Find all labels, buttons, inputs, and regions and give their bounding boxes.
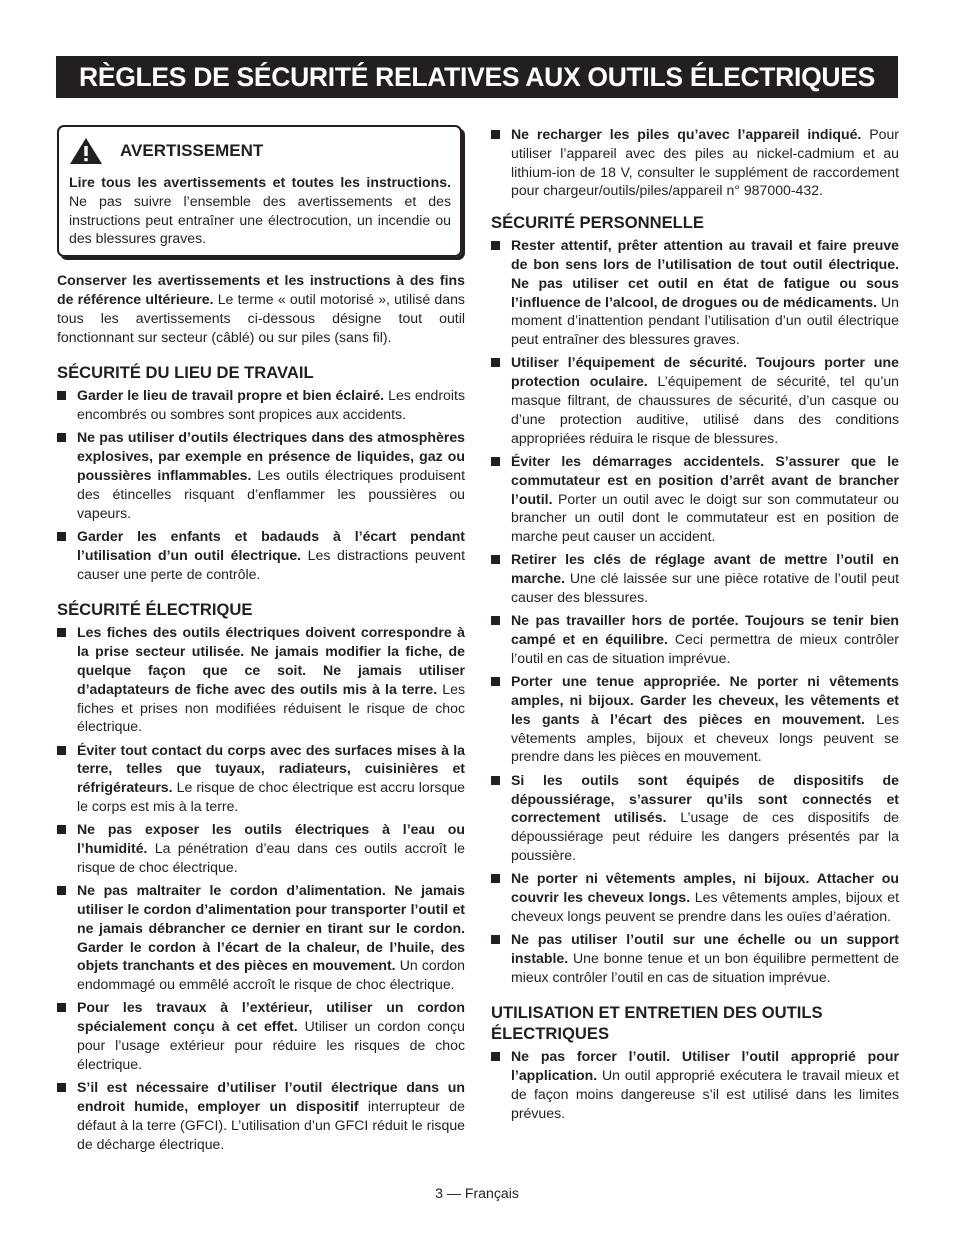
square-bullet-icon [491,776,500,785]
square-bullet-icon [491,677,500,686]
page-title: RÈGLES DE SÉCURITÉ RELATIVES AUX OUTILS ÉLECTRIQUES [56,56,898,98]
section-heading-workplace: SÉCURITÉ DU LIEU DE TRAVAIL [57,363,314,383]
list-electrical [57,623,465,1153]
list-item: Ne pas maltraiter le cordon d’alimentation. Ne jamais utiliser le cordon d’alimentation pour transporter l’outil et ne jamais débrancher ce dernier en tirant sur le cordon. Garder le cordon à l’écart de la chaleur, de l’huile, des objets tranchants et des pièces en mouvement. Un cordon endommagé ou emmêlé accroît le risque de choc électrique. [57,881,465,994]
list-battery [491,125,899,200]
warning-heading: AVERTISSEMENT [120,141,264,160]
list-item: Les fiches des outils électriques doivent correspondre à la prise secteur utilisée. Ne jamais modifier la fiche, de quelque façon que ce soit. Ne jamais utiliser d’adaptateurs de fiche avec des outils mis à la terre. Les fiches et prises non modifiées réduisent le risque de choc électrique. [57,623,465,736]
square-bullet-icon [491,1052,500,1061]
square-bullet-icon [491,874,500,883]
section-heading-use-care: UTILISATION ET ENTRETIEN DES OUTILS ÉLECTRIQUES [491,1003,823,1044]
square-bullet-icon [57,628,66,637]
section-heading-electrical: SÉCURITÉ ÉLECTRIQUE [57,600,253,620]
square-bullet-icon [57,746,66,755]
left-column [57,125,465,1158]
square-bullet-icon [57,391,66,400]
list-item: Garder le lieu de travail propre et bien éclairé. Les endroits encombrés ou sombres sont propices aux accidents. [57,386,465,424]
list-item: Ne pas forcer l’outil. Utiliser l’outil approprié pour l’application. Un outil approprié exécutera le travail mieux et de façon moins dangereuse s’il est utilisé dans les limites prévues. [491,1047,899,1122]
list-item: Garder les enfants et badauds à l’écart pendant l’utilisation d’un outil électrique. Les distractions peuvent causer une perte de contrôle. [57,527,465,583]
list-item: Rester attentif, prêter attention au travail et faire preuve de bon sens lors de l’utilisation de tout outil électrique. Ne pas utiliser cet outil en état de fatigue ou sous l’influence de l’alcool, de drogues ou de médicaments. Un moment d’inattention pendant l’utilisation d’un outil électrique peut entraîner des blessures graves. [491,236,899,349]
page-footer: 3 — Français [435,1185,519,1201]
warning-text: Lire tous les avertissements et toutes les instructions. Ne pas suivre l’ensemble des avertissements et des instructions peut entraîner une électrocution, un incendie ou des blessures graves. [69,174,451,247]
intro-paragraph: Conserver les avertissements et les instructions à des fins de référence ultérieure. Le terme « outil motorisé », utilisé dans tous les avertissements ci-dessous désigne tout outil fonctionnant sur secteur (câblé) ou sur piles (sans fil). [57,272,465,345]
square-bullet-icon [491,555,500,564]
list-item: Éviter tout contact du corps avec des surfaces mises à la terre, telles que tuyaux, radiateurs, cuisinières et réfrigérateurs. Le risque de choc électrique est accru lorsque le corps est mis à la terre. [57,741,465,816]
list-item: Ne porter ni vêtements amples, ni bijoux. Attacher ou couvrir les cheveux longs. Les vêtements amples, bijoux et cheveux longs peuvent se prendre dans les ouïes d’aération. [491,869,899,925]
square-bullet-icon [57,1003,66,1012]
list-item: Porter une tenue appropriée. Ne porter ni vêtements amples, ni bijoux. Garder les cheveux, les vêtements et les gants à l’écart des pièces en mouvement. Les vêtements amples, bijoux et cheveux longs peuvent se prendre dans les pièces en mouvement. [491,672,899,766]
square-bullet-icon [57,825,66,834]
square-bullet-icon [57,1083,66,1092]
list-item: Ne pas utiliser d’outils électriques dans des atmosphères explosives, par exemple en présence de liquides, gaz ou poussières inflammables. Les outils électriques produisent des étincelles risquant d’enflammer les poussières ou vapeurs. [57,428,465,522]
square-bullet-icon [491,241,500,250]
square-bullet-icon [491,130,500,139]
list-item: S’il est nécessaire d’utiliser l’outil électrique dans un endroit humide, employer un dispositif interrupteur de défaut à la terre (GFCI). L’utilisation d’un GFCI réduit le risque de décharge électrique. [57,1078,465,1153]
square-bullet-icon [491,935,500,944]
warning-triangle-icon [69,137,103,165]
section-heading-personal: SÉCURITÉ PERSONNELLE [491,213,704,233]
list-workplace [57,386,465,583]
square-bullet-icon [491,457,500,466]
list-item: Ne pas travailler hors de portée. Toujours se tenir bien campé et en équilibre. Ceci permettra de mieux contrôler l’outil en cas de situation imprévue. [491,611,899,667]
list-item: Ne pas exposer les outils électriques à l’eau ou l’humidité. La pénétration d’eau dans ces outils accroît le risque de choc électrique. [57,820,465,876]
square-bullet-icon [491,616,500,625]
square-bullet-icon [57,886,66,895]
list-item: Éviter les démarrages accidentels. S’assurer que le commutateur est en position d’arrêt avant de brancher l’outil. Porter un outil avec le doigt sur son commutateur ou brancher un outil dont le commutateur est en position de marche peut causer un accident. [491,452,899,546]
list-item: Retirer les clés de réglage avant de mettre l’outil en marche. Une clé laissée sur une pièce rotative de l’outil peut causer des blessures. [491,550,899,606]
list-item: Utiliser l’équipement de sécurité. Toujours porter une protection oculaire. L’équipement de sécurité, tel qu’un masque filtrant, de chaussures de sécurité, d’un casque ou d’une protection auditive, utilisé dans des conditions appropriées réduira le risque de blessures. [491,353,899,447]
square-bullet-icon [491,358,500,367]
list-item: Pour les travaux à l’extérieur, utiliser un cordon spécialement conçu à cet effet. Utiliser un cordon conçu pour l’usage extérieur pour réduire les risques de choc électrique. [57,998,465,1073]
list-item: Ne recharger les piles qu’avec l’appareil indiqué. Pour utiliser l’appareil avec des piles au nickel-cadmium et au lithium-ion de 18 V, consulter le supplément de raccordement pour chargeur/outils/piles/appareil n° 987000-432. [491,125,899,200]
list-use-care [491,1047,899,1122]
list-item: Si les outils sont équipés de dispositifs de dépoussiérage, s’assurer qu’ils sont connectés et correctement utilisés. L’usage de ces dispositifs de dépoussiérage peut réduire les dangers présentés par la poussière. [491,771,899,865]
warning-box [57,125,462,257]
right-column [491,125,899,1127]
square-bullet-icon [57,532,66,541]
square-bullet-icon [57,433,66,442]
warning-header [69,138,451,164]
list-item: Ne pas utiliser l’outil sur une échelle ou un support instable. Une bonne tenue et un bon équilibre permettent de mieux contrôler l’outil en cas de situation imprévue. [491,930,899,986]
list-personal [491,236,899,986]
